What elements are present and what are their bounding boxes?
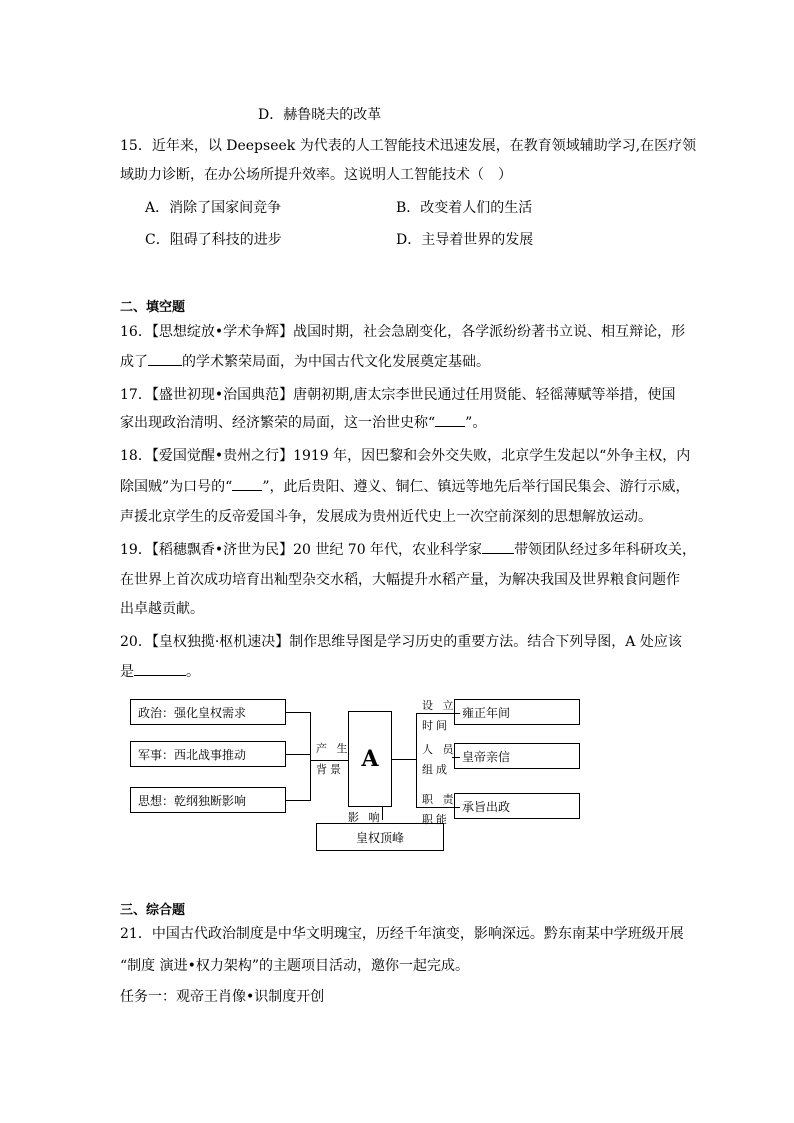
right-box-staff: 皇帝亲信 <box>454 743 580 769</box>
right-label-duty-1: 职 责 <box>422 793 457 806</box>
q19-text-post: 带领团队经过多年科研攻关， <box>514 542 697 558</box>
q20-answer-blank[interactable] <box>134 663 186 676</box>
right-label-staff-1: 人 员 <box>422 743 457 756</box>
section-heading-comprehensive: 三、综合题 <box>120 903 186 918</box>
q18-line1: 18．【爱国觉醒•贵州之行】1919 年，因巴黎和会外交失败，北京学生发起以“外争主权，内 <box>120 448 691 464</box>
mind-map-box-military: 军事：西北战事推动 <box>130 741 286 767</box>
connector-line <box>286 800 310 801</box>
q17-answer-blank[interactable] <box>435 414 465 427</box>
q17-line1: 17．【盛世初现•治国典范】唐朝初期,唐太宗李世民通过任用贤能、轻徭薄赋等举措，使国 <box>120 387 676 403</box>
q15-option-a: A．消除了国家间竞争 <box>145 200 282 216</box>
right-label-time-2: 时间 <box>422 719 450 732</box>
q17-text-post: ”。 <box>465 415 487 431</box>
q21-task1: 任务一：观帝王肖像•识制度开创 <box>120 989 325 1005</box>
q15-stem-line1: 15．近年来，以 Deepseek 为代表的人工智能技术迅速发展，在教育领域辅助学习,在医疗领 <box>120 138 697 154</box>
connector-line <box>416 713 452 714</box>
mind-map-diagram <box>126 695 586 855</box>
q19-line3: 出卓越贡献。 <box>120 601 204 617</box>
q17-line2 <box>120 413 486 433</box>
q16-answer-blank[interactable] <box>148 353 182 366</box>
background-label-line1: 产 生 <box>316 742 351 755</box>
q20-text-post: 。 <box>186 664 200 680</box>
connector-line <box>286 712 310 713</box>
mind-map-box-politics: 政治：强化皇权需求 <box>130 699 286 725</box>
section-heading-fill-in: 二、填空题 <box>120 300 186 315</box>
q19-text-pre: 19．【稻穗飘香•济世为民】20 世纪 70 年代，农业科学家 <box>120 542 483 558</box>
q16-line2 <box>120 352 490 372</box>
q15-option-b: B．改变着人们的生活 <box>396 200 533 216</box>
q21-line1: 21．中国古代政治制度是中华文明瑰宝，历经千年演变，影响深远。黔东南某中学班级开展 <box>120 926 684 942</box>
connector-line <box>416 807 452 808</box>
q19-answer-blank[interactable] <box>482 541 514 554</box>
q15-option-c: C．阻碍了科技的进步 <box>145 232 282 248</box>
q18-line2 <box>120 477 689 497</box>
q18-text-pre: 除国贼”为口号的“ <box>120 479 233 495</box>
q18-answer-blank[interactable] <box>232 478 262 491</box>
q19-line2: 在世界上首次成功培育出籼型杂交水稻，大幅提升水稻产量，为解决我国及世界粮食问题作 <box>120 572 680 588</box>
q15-stem-line2: 域助力诊断，在办公场所提升效率。这说明人工智能技术（ ） <box>120 167 512 183</box>
q17-text-pre: 家出现政治清明、经济繁荣的局面，这一治世史称“ <box>120 415 436 431</box>
right-box-time: 雍正年间 <box>454 699 580 725</box>
q20-line2 <box>120 662 200 682</box>
q15-option-d: D．主导着世界的发展 <box>396 232 534 248</box>
impact-label: 影 响 <box>348 811 383 824</box>
right-label-staff-2: 组成 <box>422 763 450 776</box>
q16-text-pre: 成了 <box>120 354 148 370</box>
connector-line <box>416 713 417 807</box>
bottom-box-peak: 皇权顶峰 <box>316 823 444 851</box>
connector-line <box>392 759 416 760</box>
background-label-line2: 背景 <box>316 763 344 776</box>
q19-line1 <box>120 540 696 560</box>
q20-text-pre: 是 <box>120 664 134 680</box>
q16-text-post: 的学术繁荣局面，为中国古代文化发展奠定基础。 <box>182 354 490 370</box>
mind-map-box-thought: 思想：乾纲独断影响 <box>130 787 286 813</box>
connector-line <box>286 754 310 755</box>
right-label-duty-2: 职能 <box>422 813 450 826</box>
center-box-a: A <box>348 711 392 807</box>
right-box-duty: 承旨出政 <box>454 793 580 819</box>
q18-line3: 声援北京学生的反帝爱国斗争，发展成为贵州近代史上一次空前深刻的思想解放运动。 <box>120 509 652 525</box>
q21-line2: “制度 演进•权力架构”的主题项目活动，邀你一起完成。 <box>120 958 470 974</box>
connector-line <box>310 712 311 801</box>
q14-option-d: D．赫鲁晓夫的改革 <box>258 107 382 123</box>
right-label-time-1: 设 立 <box>422 699 457 712</box>
q18-text-post: ”，此后贵阳、遵义、铜仁、镇远等地先后举行国民集会、游行示威， <box>262 479 690 495</box>
q20-line1: 20．【皇权独揽·枢机速决】制作思维导图是学习历史的重要方法。结合下列导图，A 处应该 <box>120 634 682 650</box>
q16-line1: 16．【思想绽放•学术争辉】战国时期，社会急剧变化，各学派纷纷著书立说、相互辩论，形 <box>120 324 686 340</box>
